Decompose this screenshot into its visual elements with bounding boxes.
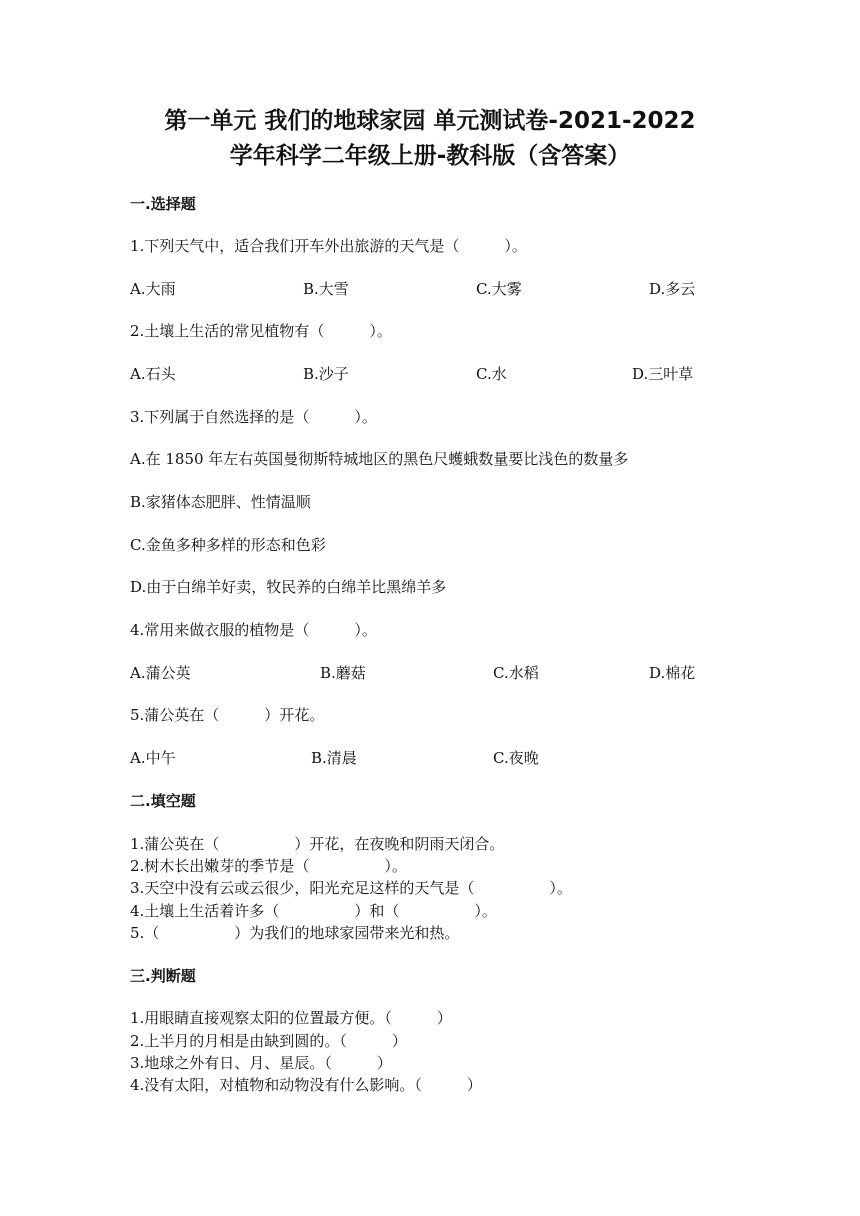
document-title-line-1: 第一单元 我们的地球家园 单元测试卷-2021-2022 — [164, 108, 696, 134]
question-stem: 4.常用来做衣服的植物是（ ）。 — [130, 621, 377, 639]
section-heading-fill-blank: 二.填空题 — [130, 792, 196, 810]
section-heading-true-false: 三.判断题 — [130, 967, 196, 985]
true-false-item: 2.上半月的月相是由缺到圆的。（ ） — [130, 1032, 407, 1050]
question-stem: 1.下列天气中，适合我们开车外出旅游的天气是（ ）。 — [130, 237, 527, 255]
question-stem: 5.蒲公英在（ ）开花。 — [130, 706, 325, 724]
true-false-item: 3.地球之外有日、月、星辰。（ ） — [130, 1054, 392, 1072]
answer-option: B.家猪体态肥胖、性情温顺 — [130, 493, 311, 511]
answer-option: C.金鱼多种多样的形态和色彩 — [130, 536, 326, 554]
fill-blank-item: 1.蒲公英在（ ）开花，在夜晚和阴雨天闭合。 — [130, 835, 505, 853]
answer-option: C.水稻 — [493, 664, 539, 682]
answer-option: B.大雪 — [303, 280, 349, 298]
answer-option: D.棉花 — [649, 664, 696, 682]
fill-blank-item: 4.土壤上生活着许多（ ）和（ ）。 — [130, 902, 497, 920]
answer-option: A.蒲公英 — [130, 664, 191, 682]
answer-option: A.大雨 — [130, 280, 176, 298]
true-false-item: 1.用眼睛直接观察太阳的位置最方便。（ ） — [130, 1009, 452, 1027]
answer-option: D.多云 — [649, 280, 696, 298]
true-false-item: 4.没有太阳，对植物和动物没有什么影响。（ ） — [130, 1076, 482, 1094]
fill-blank-item: 3.天空中没有云或云很少，阳光充足这样的天气是（ ）。 — [130, 879, 572, 897]
answer-option: A.中午 — [130, 749, 176, 767]
answer-option: A.在 1850 年左右英国曼彻斯特城地区的黑色尺蠖蛾数量要比浅色的数量多 — [130, 450, 629, 468]
fill-blank-item: 5.（ ）为我们的地球家园带来光和热。 — [130, 924, 460, 942]
fill-blank-item: 2.树木长出嫩芽的季节是（ ）。 — [130, 857, 407, 875]
question-stem: 3.下列属于自然选择的是（ ）。 — [130, 408, 377, 426]
answer-option: B.沙子 — [303, 365, 349, 383]
answer-option: A.石头 — [130, 365, 176, 383]
answer-option: C.大雾 — [476, 280, 522, 298]
question-stem: 2.土壤上生活的常见植物有（ ）。 — [130, 322, 392, 340]
document-title-line-2: 学年科学二年级上册-教科版（含答案） — [229, 143, 631, 169]
answer-option: D.三叶草 — [632, 365, 694, 383]
answer-option: B.蘑菇 — [320, 664, 366, 682]
section-heading-choice: 一.选择题 — [130, 195, 196, 213]
answer-option: C.夜晚 — [493, 749, 539, 767]
answer-option: B.清晨 — [311, 749, 357, 767]
answer-option: C.水 — [476, 365, 507, 383]
answer-option: D.由于白绵羊好卖，牧民养的白绵羊比黑绵羊多 — [130, 578, 447, 596]
